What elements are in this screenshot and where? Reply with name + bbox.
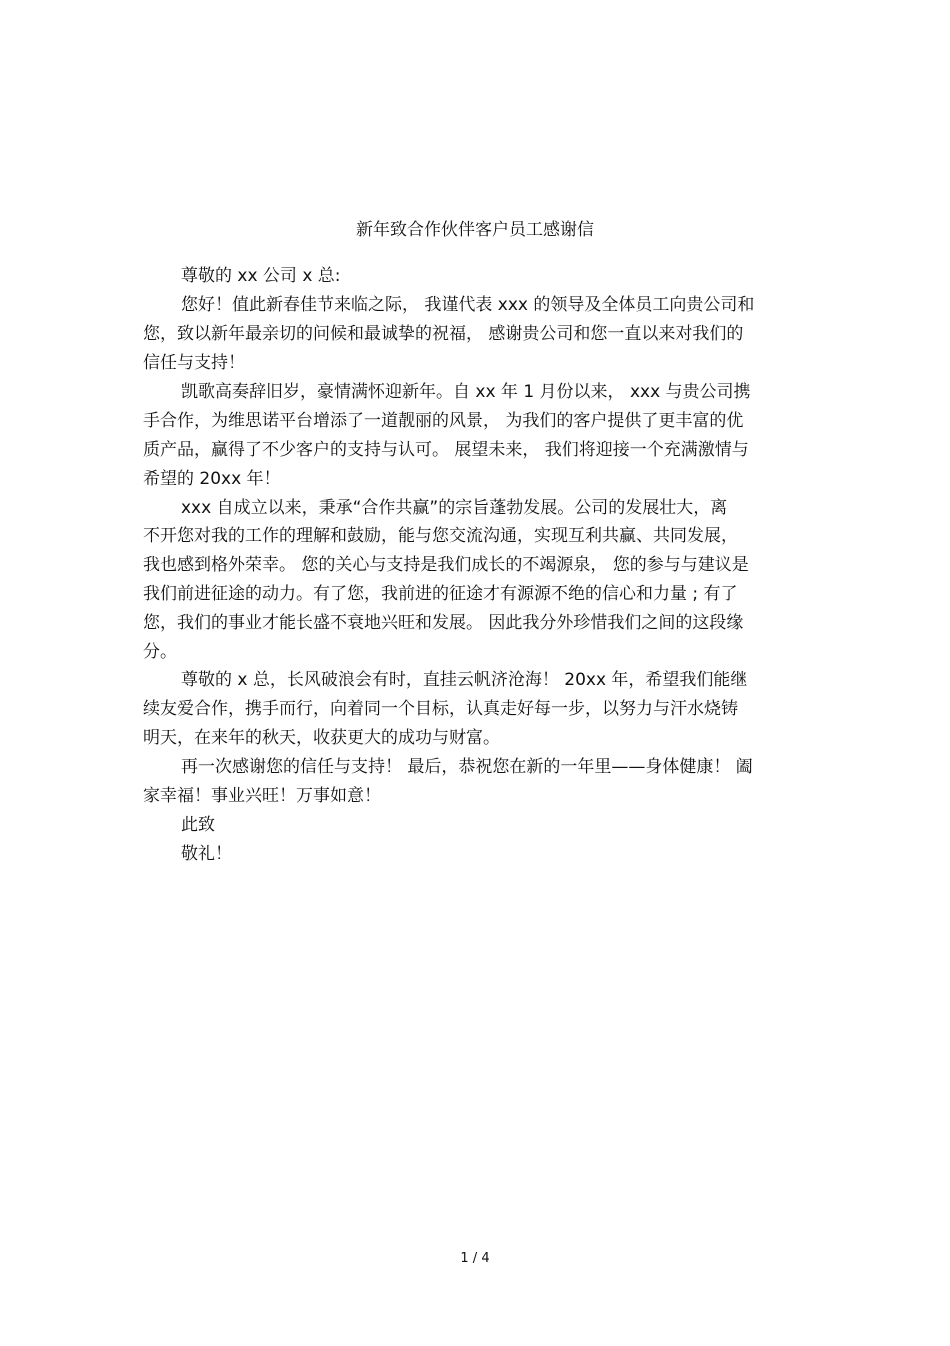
paragraph-line: 尊敬的 x 总，长风破浪会有时，直挂云帆济沧海！ 20xx 年，希望我们能继	[181, 670, 748, 690]
paragraph-line: 您，致以新年最亲切的问候和最诚挚的祝福， 感谢贵公司和您一直以来对我们的	[143, 324, 744, 344]
paragraph-line: 分。	[143, 642, 177, 662]
paragraph-line: 希望的 20xx 年！	[143, 469, 281, 489]
paragraph-line: 不开您对我的工作的理解和鼓励，能与您交流沟通，实现互利共赢、共同发展，	[143, 526, 738, 546]
closing-line: 此致	[181, 815, 215, 835]
paragraph-line: 信任与支持！	[143, 353, 245, 373]
paragraph-line: 续友爱合作，携手而行，向着同一个目标，认真走好每一步，以努力与汗水烧铸	[143, 699, 738, 719]
paragraph-line: 我也感到格外荣幸。 您的关心与支持是我们成长的不竭源泉， 您的参与与建议是	[143, 555, 749, 575]
paragraph-line: 我们前进征途的动力。有了您，我前进的征途才有源源不绝的信心和力量 ; 有了	[143, 584, 738, 604]
salutation: 尊敬的 xx 公司 x 总:	[181, 266, 341, 286]
document-title: 新年致合作伙伴客户员工感谢信	[356, 220, 594, 240]
paragraph-line: 凯歌高奏辞旧岁，豪情满怀迎新年。自 xx 年 1 月份以来， xxx 与贵公司携	[181, 382, 751, 402]
paragraph-line: 您，我们的事业才能长盛不衰地兴旺和发展。 因此我分外珍惜我们之间的这段缘	[143, 613, 744, 633]
paragraph-line: 家幸福！事业兴旺！万事如意！	[143, 786, 381, 806]
paragraph-line: 质产品，赢得了不少客户的支持与认可。 展望未来， 我们将迎接一个充满激情与	[143, 440, 749, 460]
closing-salute: 敬礼！	[181, 844, 232, 864]
paragraph-line: 明天，在来年的秋天，收获更大的成功与财富。	[143, 728, 500, 748]
paragraph-line: 手合作，为维思诺平台增添了一道靓丽的风景， 为我们的客户提供了更丰富的优	[143, 411, 744, 431]
paragraph-line: xxx 自成立以来，秉承“合作共赢”的宗旨蓬勃发展。公司的发展壮大，离	[181, 498, 728, 518]
page-number: 1 / 4	[460, 1251, 490, 1266]
paragraph-line: 再一次感谢您的信任与支持！ 最后，恭祝您在新的一年里——身体健康！ 阖	[181, 757, 753, 777]
paragraph-line: 您好！值此新春佳节来临之际， 我谨代表 xxx 的领导及全体员工向贵公司和	[181, 295, 755, 315]
